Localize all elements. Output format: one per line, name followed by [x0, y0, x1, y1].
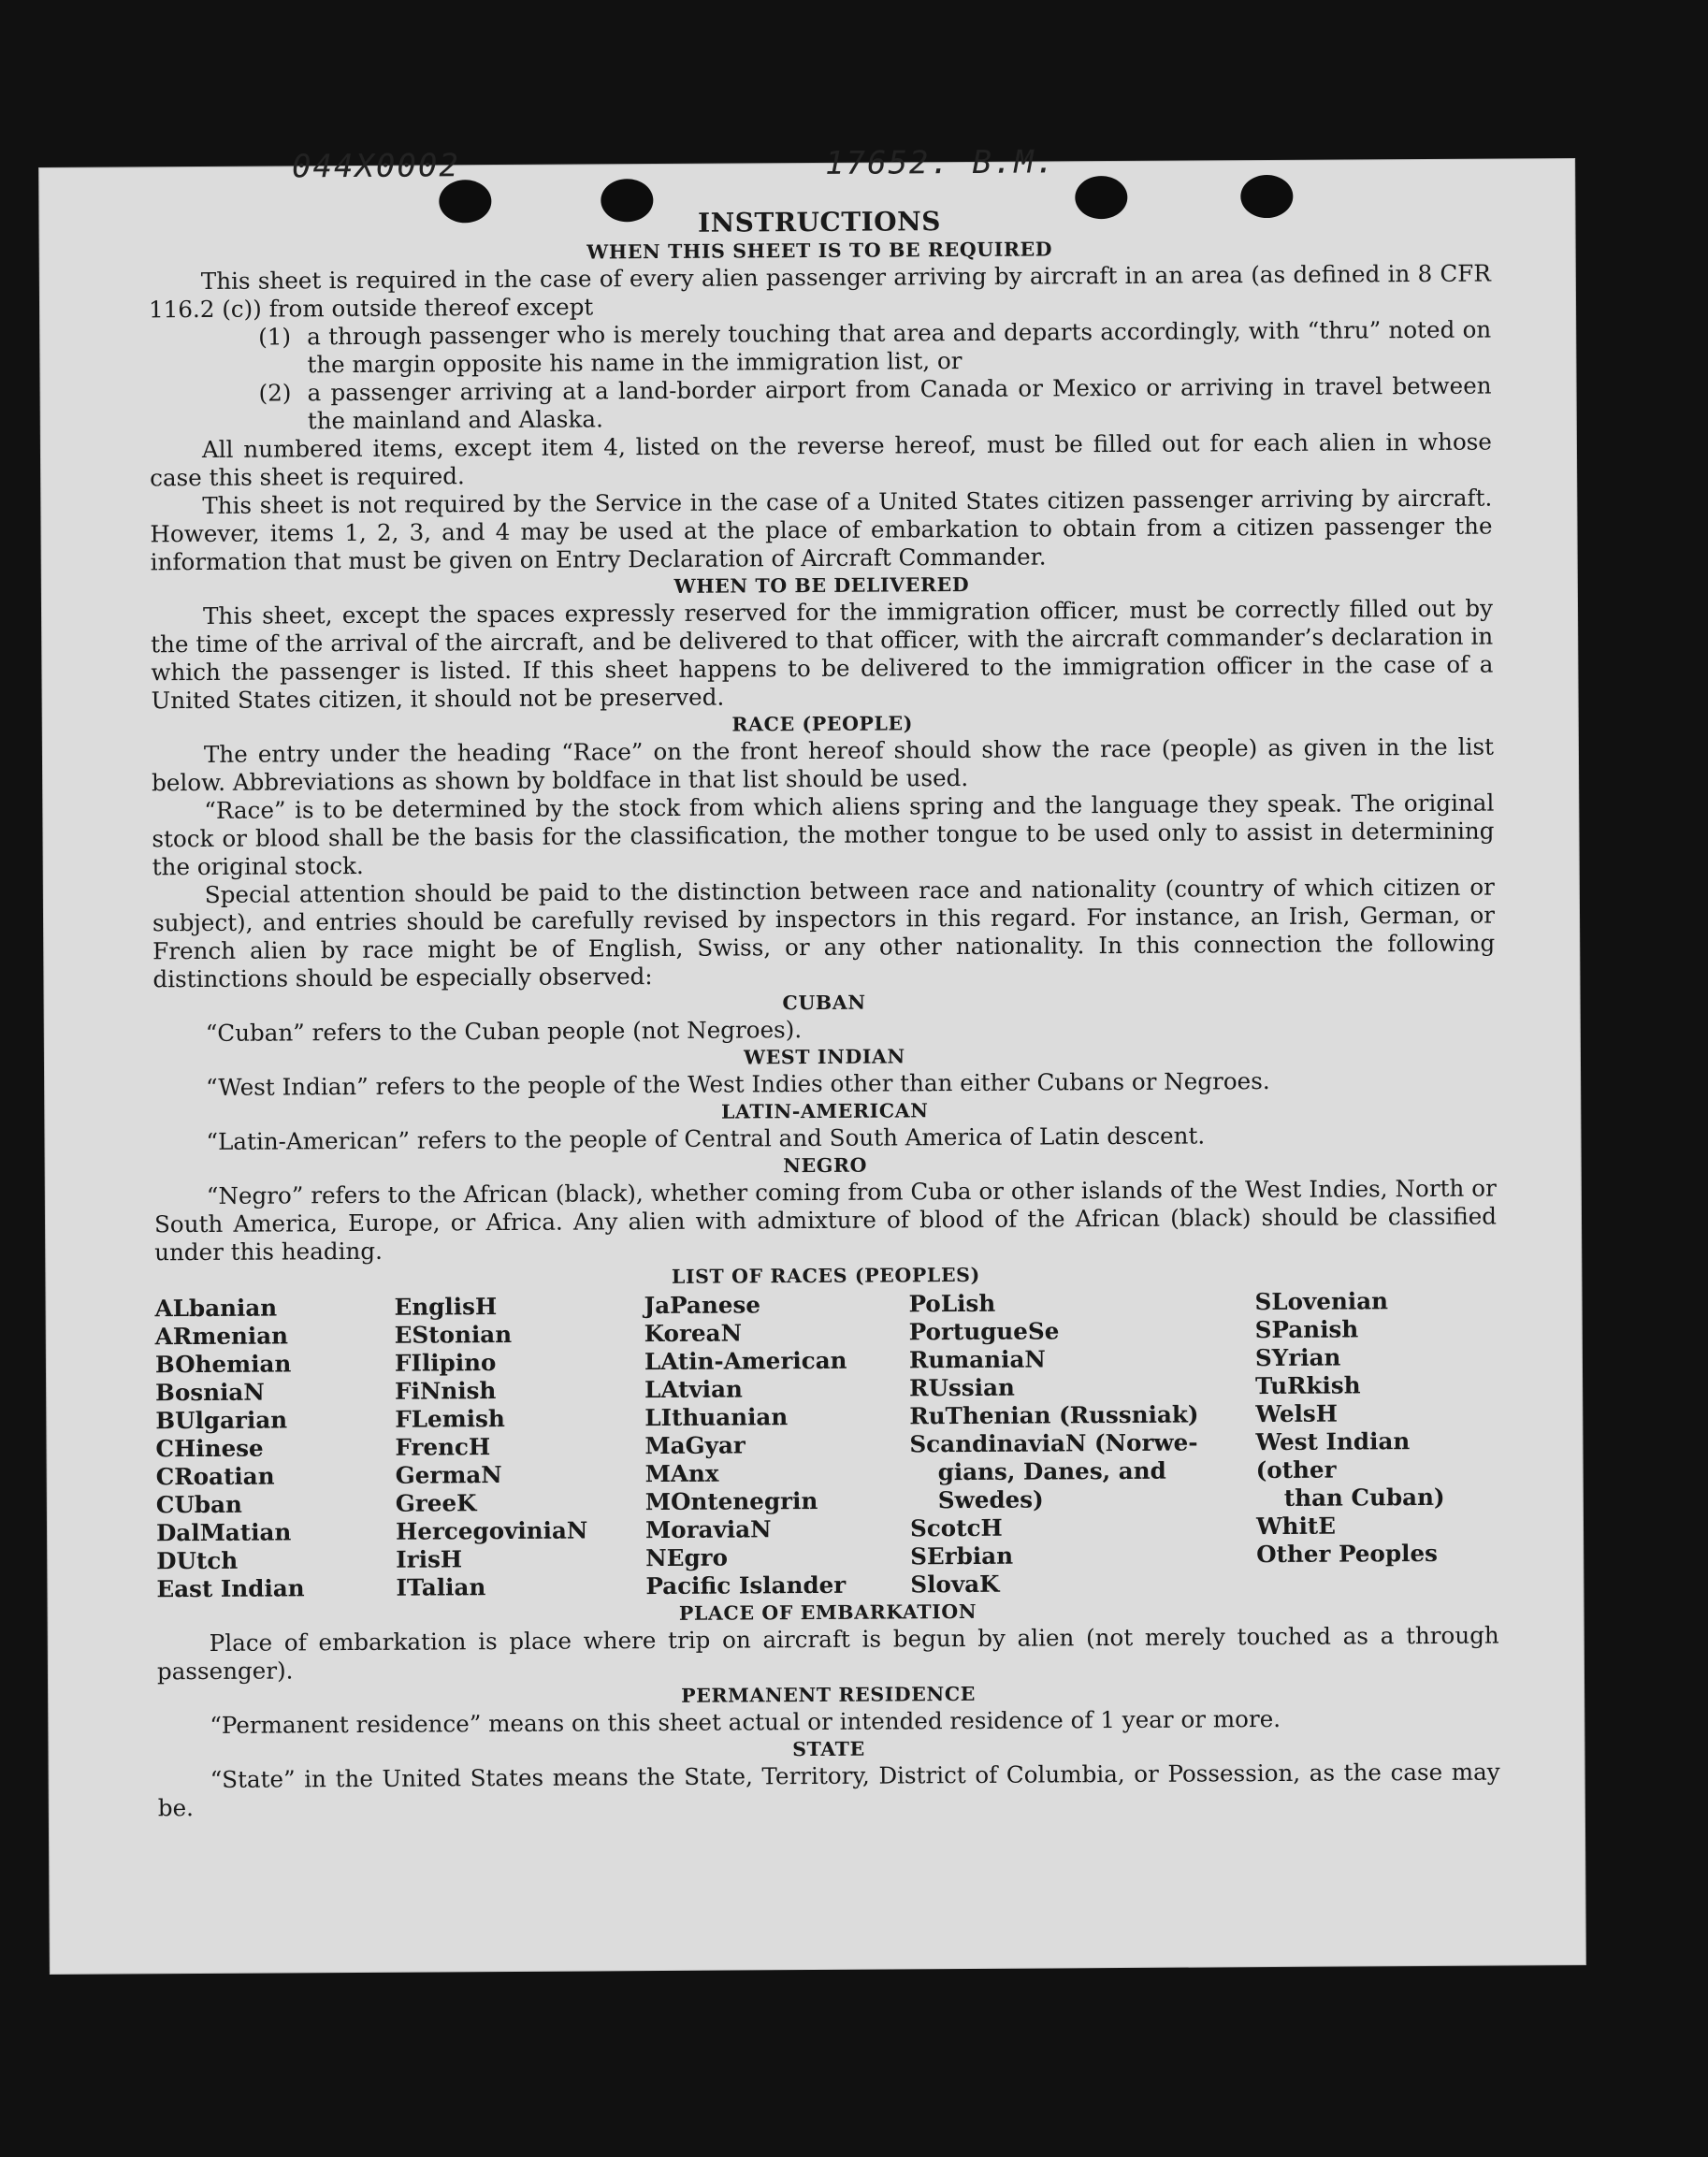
race-entry: SPanish: [1254, 1315, 1359, 1344]
race-entry: Other Peoples: [1256, 1539, 1439, 1569]
race-entry: LIthuanian: [644, 1403, 789, 1432]
race-entry: LAtvian: [644, 1375, 743, 1404]
race-entry: ScotcH: [909, 1513, 1003, 1542]
races-list: [154, 1287, 1498, 1604]
handwritten-number-right: 17652. B.M.: [824, 143, 1057, 182]
race-entry: ALbanian: [154, 1294, 278, 1323]
race-entry: LAtin-American: [644, 1346, 847, 1376]
cuban-definition: “Cuban” refers to the Cuban people (not Negroes).: [205, 1016, 803, 1047]
embarkation-definition: Place of embarkation is place where trip on aircraft is begun by alien (not merely touched as a through passenger).: [156, 1621, 1499, 1686]
race-entry: RumaniaN: [908, 1345, 1046, 1374]
heading-when-delivered: WHEN TO BE DELIVERED: [673, 572, 970, 598]
race-entry: WhitE: [1255, 1512, 1337, 1541]
race-entry: PoLish: [908, 1289, 996, 1318]
race-entry: RUssian: [909, 1373, 1015, 1402]
race-entry: WelsH: [1255, 1399, 1339, 1428]
race-entry: EnglisH: [394, 1293, 498, 1321]
race-entry: FIlipino: [394, 1349, 497, 1377]
state-definition: “State” in the United States means the State, Territory, District of Columbia, or Possession, as the case may be.: [157, 1758, 1500, 1822]
race-entry: CHinese: [155, 1434, 264, 1463]
race-entry: SErbian: [910, 1542, 1014, 1571]
heading-state: STATE: [792, 1737, 865, 1761]
races-column: [154, 1294, 396, 1604]
race-paragraph-2: “Race” is to be determined by the stock from which aliens spring and the language they speak. The original stock or blood shall be the basis for the classification, the mother tongue to be used only to assist in determining the original stock.: [152, 789, 1495, 881]
race-entry: East Indian: [156, 1574, 305, 1603]
heading-negro: NEGRO: [783, 1153, 868, 1178]
race-entry: DalMatian: [155, 1518, 292, 1547]
residence-definition: “Permanent residence” means on this sheet actual or intended residence of 1 year or more.: [210, 1704, 1281, 1739]
document-sheet: [39, 143, 1585, 1974]
race-entry: TuRkish: [1255, 1371, 1361, 1400]
race-entry: ITalian: [396, 1573, 486, 1601]
race-entry-continued: gians, Danes, and: [937, 1456, 1166, 1486]
exception-item: [150, 372, 1492, 437]
race-entry: GreeK: [395, 1489, 477, 1517]
races-column: [394, 1292, 645, 1602]
race-entry: JaPanese: [644, 1291, 761, 1320]
race-entry: CUban: [155, 1490, 242, 1519]
heading-list-of-races: LIST OF RACES (PEOPLES): [671, 1263, 980, 1288]
latin-american-definition: “Latin-American” refers to the people of Central and South America of Latin descent.: [206, 1122, 1206, 1155]
race-paragraph-3: Special attention should be paid to the distinction between race and nationality (country of which citizen or subject), and entries should be carefully revised by inspectors in this regard. For instance, an Irish, German, or French alien by race might be of English, Swiss, or any other nationality. In this connection the following distinctions should be especially observed:: [152, 873, 1496, 993]
exception-item: [149, 316, 1491, 381]
race-entry: CRoatian: [155, 1462, 275, 1491]
item-number: (1): [258, 323, 292, 351]
page-title: INSTRUCTIONS: [697, 206, 942, 239]
heading-permanent-residence: PERMANENT RESIDENCE: [681, 1682, 977, 1707]
race-entry: SlovaK: [910, 1570, 1000, 1599]
heading-when-required: WHEN THIS SHEET IS TO BE REQUIRED: [586, 238, 1053, 264]
race-entry: RuThenian (Russniak): [909, 1400, 1199, 1430]
races-column: [1254, 1287, 1498, 1598]
negro-definition: “Negro” refers to the African (black), whether coming from Cuba or other islands of the West Indies, North or South America, Europe, or Africa. Any alien with admixture of blood of the African (black) should be classified under this heading.: [153, 1174, 1498, 1267]
race-entry: West Indian (other: [1255, 1427, 1411, 1484]
race-entry: IrisH: [396, 1545, 463, 1573]
race-entry: SLovenian: [1254, 1287, 1389, 1316]
race-entry-continued: than Cuban): [1283, 1483, 1445, 1512]
delivery-paragraph: This sheet, except the spaces expressly reserved for the immigration officer, must be correctly filled out by the time of the arrival of the aircraft, and be delivered to that officer, with the aircraft commander’s declaration in which the passenger is listed. If this sheet happens to be delivered to the immigration officer in the case of a United States citizen, it should not be preserved.: [151, 594, 1494, 715]
race-entry: ARmenian: [154, 1322, 289, 1351]
race-entry: FrencH: [395, 1433, 491, 1461]
race-paragraph-1: The entry under the heading “Race” on the front hereof should show the race (people) as given in the list below. Abbreviations as shown by boldface in that list should be used.: [152, 732, 1495, 797]
race-entry-continued: Swedes): [937, 1485, 1044, 1514]
heading-cuban: CUBAN: [782, 991, 866, 1015]
races-column: [908, 1288, 1256, 1599]
race-entry: FLemish: [395, 1405, 505, 1433]
heading-race: RACE (PEOPLE): [731, 712, 914, 736]
item-number: (2): [258, 379, 292, 407]
race-entry: DUtch: [156, 1546, 239, 1575]
numbered-items-paragraph: All numbered items, except item 4, listed on the reverse hereof, must be filled out for each alien in whose case this sheet is required.: [150, 427, 1493, 492]
instructions-content: [148, 204, 1499, 1823]
handwritten-number-left: 044X0002: [291, 147, 460, 186]
race-entry: BUlgarian: [155, 1406, 288, 1435]
race-entry: EStonian: [394, 1320, 513, 1349]
west-indian-definition: “West Indian” refers to the people of the West Indies other than either Cubans or Negroes.: [206, 1067, 1270, 1101]
race-entry: GermaN: [395, 1461, 502, 1489]
heading-embarkation: PLACE OF EMBARKATION: [678, 1600, 977, 1625]
race-entry: KoreaN: [644, 1319, 743, 1348]
item-text: a through passenger who is merely touching that area and departs accordingly, with “thru” noted on the margin opposite his name in the immigration list, or: [307, 315, 1492, 379]
race-entry: MaGyar: [644, 1431, 745, 1460]
race-entry: HercegoviniaN: [395, 1516, 588, 1545]
race-entry: FiNnish: [395, 1377, 497, 1405]
item-text: a passenger arriving at a land-border airport from Canada or Mexico or arriving in travel between the mainland and Alaska.: [307, 371, 1492, 435]
race-entry: PortugueSe: [908, 1317, 1060, 1346]
intro-paragraph: This sheet is required in the case of every alien passenger arriving by aircraft in an area (as defined in 8 CFR 116.2 (c)) from outside thereof except: [148, 259, 1491, 324]
race-entry: BOhemian: [154, 1350, 292, 1379]
race-entry: MOntenegrin: [644, 1486, 818, 1516]
race-entry: Pacific Islander: [645, 1571, 847, 1600]
race-entry: NEgro: [645, 1543, 729, 1572]
races-column: [644, 1290, 910, 1600]
heading-latin-american: LATIN-AMERICAN: [720, 1099, 929, 1123]
race-entry: ScandinaviaN (Norwe-: [909, 1428, 1198, 1458]
heading-west-indian: WEST INDIAN: [743, 1045, 905, 1069]
race-entry: MAnx: [644, 1459, 719, 1488]
citizen-paragraph: This sheet is not required by the Service in the case of a United States citizen passenger arriving by aircraft. However, items 1, 2, 3, and 4 may be used at the place of embarkation to obtain from a citizen passenger the information that must be given on Entry Declaration of Aircraft Commander.: [150, 484, 1493, 576]
race-entry: BosniaN: [155, 1378, 265, 1407]
race-entry: MoraviaN: [644, 1515, 772, 1544]
race-entry: SYrian: [1254, 1343, 1341, 1372]
